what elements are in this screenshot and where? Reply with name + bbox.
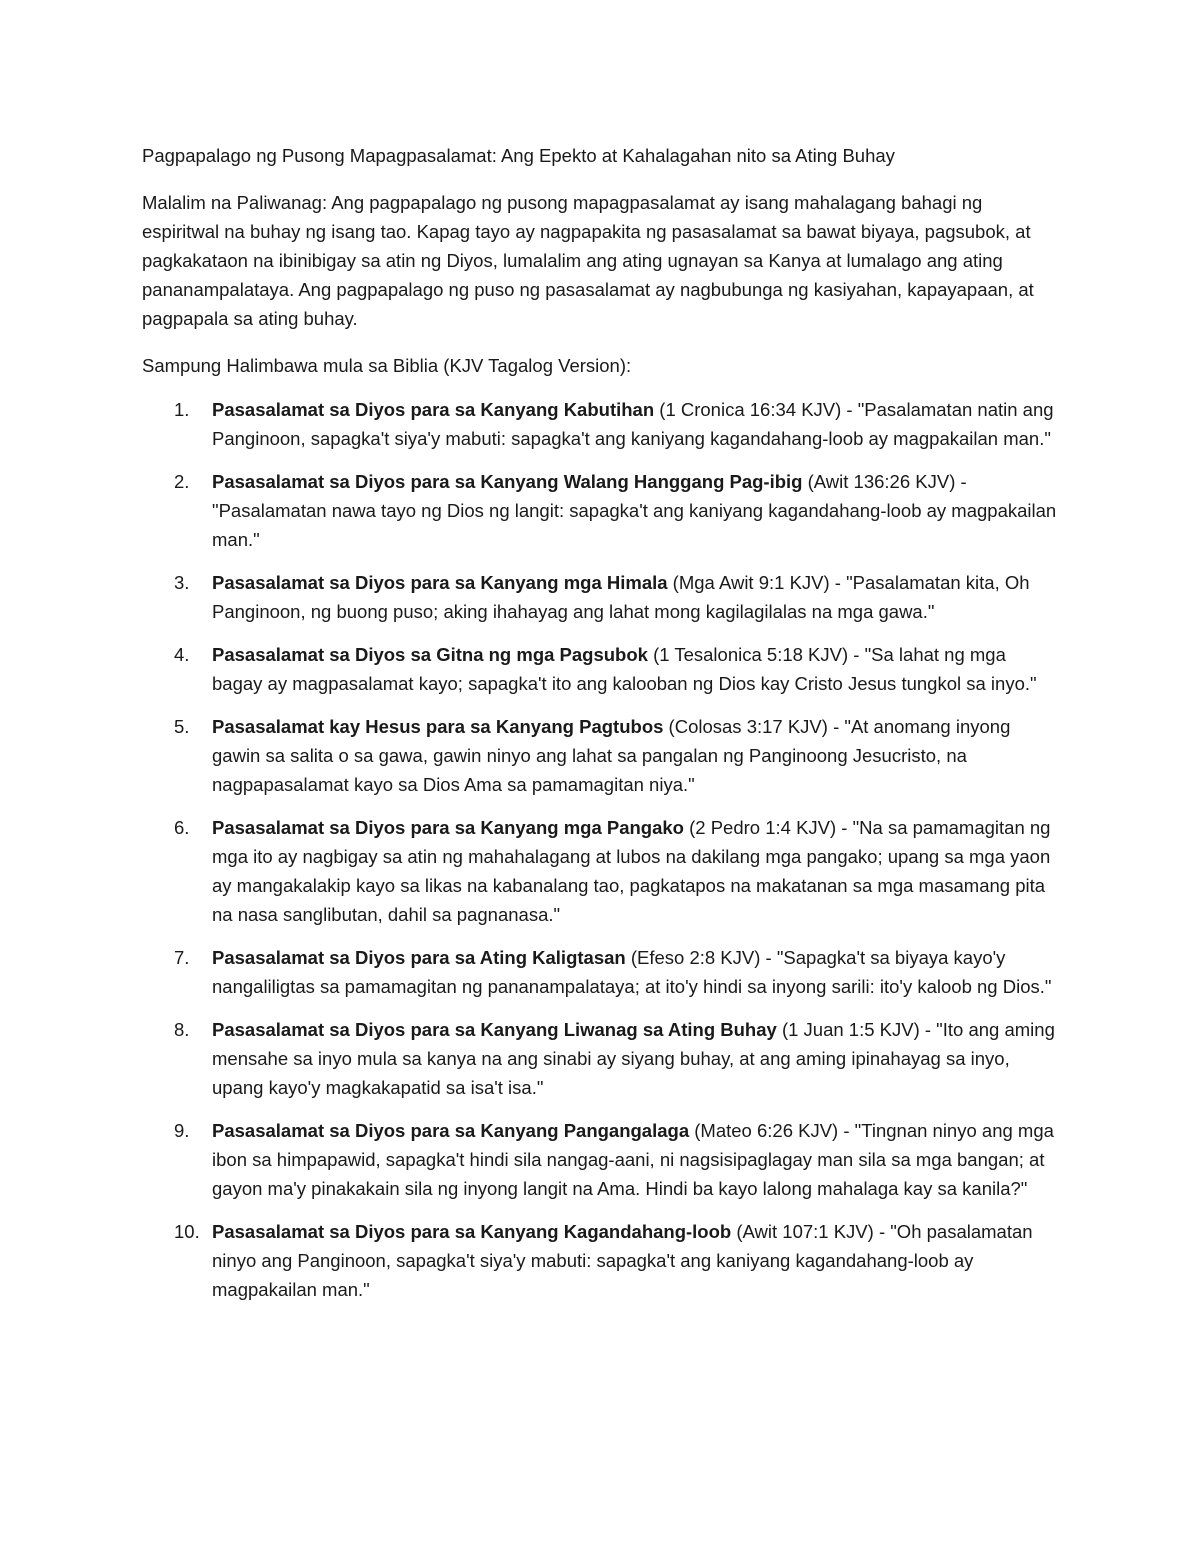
examples-heading: Sampung Halimbawa mula sa Biblia (KJV Tagalog Version): xyxy=(142,355,632,376)
list-item xyxy=(142,395,1060,453)
list-item-heading: Pasasalamat sa Diyos para sa Kanyang Pangangalaga xyxy=(212,1120,690,1141)
list-item-number: 1. xyxy=(174,399,190,420)
list-item-text: (Awit 136:26 KJV) - "Pasalamatan nawa tayo ng Dios ng langit: sapagka't ang kaniyang kagandahang-loob ay magpakailan man." xyxy=(212,471,1057,550)
list-item-heading: Pasasalamat sa Diyos para sa Kanyang mga Himala xyxy=(212,572,668,593)
list-item xyxy=(142,568,1060,626)
list-item xyxy=(142,1217,1060,1304)
list-item-number: 2. xyxy=(174,471,190,492)
list-item xyxy=(142,1015,1060,1102)
list-item-number: 6. xyxy=(174,817,190,838)
list-item xyxy=(142,712,1060,799)
list-item-number: 3. xyxy=(174,572,190,593)
list-item-number: 4. xyxy=(174,644,190,665)
list-item-number: 9. xyxy=(174,1120,190,1141)
list-item-heading: Pasasalamat sa Diyos para sa Kanyang Kabutihan xyxy=(212,399,655,420)
list-item xyxy=(142,813,1060,929)
list-item-heading: Pasasalamat sa Diyos para sa Kanyang Walang Hanggang Pag-ibig xyxy=(212,471,803,492)
list-item-number: 7. xyxy=(174,947,190,968)
list-item-heading: Pasasalamat sa Diyos para sa Ating Kaligtasan xyxy=(212,947,626,968)
list-item xyxy=(142,640,1060,698)
list-item-number: 8. xyxy=(174,1019,190,1040)
list-item-heading: Pasasalamat sa Diyos para sa Kanyang Kagandahang-loob xyxy=(212,1221,732,1242)
list-item xyxy=(142,467,1060,554)
list-item-text: (1 Juan 1:5 KJV) - "Ito ang aming mensahe sa inyo mula sa kanya na ang sinabi ay siyang buhay, at ang aming ipinahayag sa inyo, upang kayo'y magkakapatid sa isa't isa." xyxy=(212,1019,1055,1098)
list-item-text: (Awit 107:1 KJV) - "Oh pasalamatan ninyo ang Panginoon, sapagka't siya'y mabuti: sapagka't ang kaniyang kagandahang-loob ay magpakailan man." xyxy=(212,1221,1033,1300)
list-item xyxy=(142,943,1060,1001)
list-item-text: (Mga Awit 9:1 KJV) - "Pasalamatan kita, Oh Panginoon, ng buong puso; aking ihahayag ang lahat mong kagilagilalas na mga gawa." xyxy=(212,572,1030,622)
list-item-heading: Pasasalamat sa Diyos para sa Kanyang Liwanag sa Ating Buhay xyxy=(212,1019,777,1040)
list-item-heading: Pasasalamat sa Diyos sa Gitna ng mga Pagsubok xyxy=(212,644,648,665)
list-item-number: 5. xyxy=(174,716,190,737)
explanation-paragraph: Malalim na Paliwanag: Ang pagpapalago ng pusong mapagpasalamat ay isang mahalagang bahagi ng espiritwal na buhay ng isang tao. Kapag tayo ay nagpapakita ng pasasalamat sa bawat biyaya, pagsubok, at pagkakataon na ibinibigay sa atin ng Diyos, lumalalim ang ating ugnayan sa Kanya at lumalago ang ating pananampalataya. Ang pagpapalago ng puso ng pasasalamat ay nagbubunga ng kasiyahan, kapayapaan, at pagpapala sa ating buhay. xyxy=(142,192,1034,329)
list-item-number: 10. xyxy=(174,1221,200,1242)
list-item xyxy=(142,1116,1060,1203)
examples-list xyxy=(142,395,1060,1304)
document-title: Pagpapalago ng Pusong Mapagpasalamat: Ang Epekto at Kahalagahan nito sa Ating Buhay xyxy=(142,145,895,166)
list-item-heading: Pasasalamat kay Hesus para sa Kanyang Pagtubos xyxy=(212,716,664,737)
list-item-text: (1 Tesalonica 5:18 KJV) - "Sa lahat ng mga bagay ay magpasalamat kayo; sapagka't ito ang kalooban ng Dios kay Cristo Jesus tungkol sa inyo." xyxy=(212,644,1037,694)
list-item-text: (Colosas 3:17 KJV) - "At anomang inyong gawin sa salita o sa gawa, gawin ninyo ang lahat sa pangalan ng Panginoong Jesucristo, na nagpapasalamat kayo sa Dios Ama sa pamamagitan niya." xyxy=(212,716,1011,795)
list-item-text: (Mateo 6:26 KJV) - "Tingnan ninyo ang mga ibon sa himpapawid, sapagka't hindi sila nangag-aani, ni nagsisipaglagay man sila sa mga bangan; at gayon ma'y pinakakain sila ng inyong langit na Ama. Hindi ba kayo lalong mahalaga kay sa kanila?" xyxy=(212,1120,1054,1199)
list-item-text: (2 Pedro 1:4 KJV) - "Na sa pamamagitan ng mga ito ay nagbigay sa atin ng mahahalagang at lubos na dakilang mga pangako; upang sa mga yaon ay mangakalakip kayo sa likas na kabanalang tao, pagkatapos na makatanan sa mga masamang pita na nasa sanglibutan, dahil sa pagnanasa." xyxy=(212,817,1051,925)
list-item-text: (Efeso 2:8 KJV) - "Sapagka't sa biyaya kayo'y nangaliligtas sa pamamagitan ng pananampalataya; at ito'y hindi sa inyong sarili: ito'y kaloob ng Dios." xyxy=(212,947,1052,997)
list-item-heading: Pasasalamat sa Diyos para sa Kanyang mga Pangako xyxy=(212,817,684,838)
list-item-text: (1 Cronica 16:34 KJV) - "Pasalamatan natin ang Panginoon, sapagka't siya'y mabuti: sapagka't ang kaniyang kagandahang-loob ay magpakailan man." xyxy=(212,399,1054,449)
